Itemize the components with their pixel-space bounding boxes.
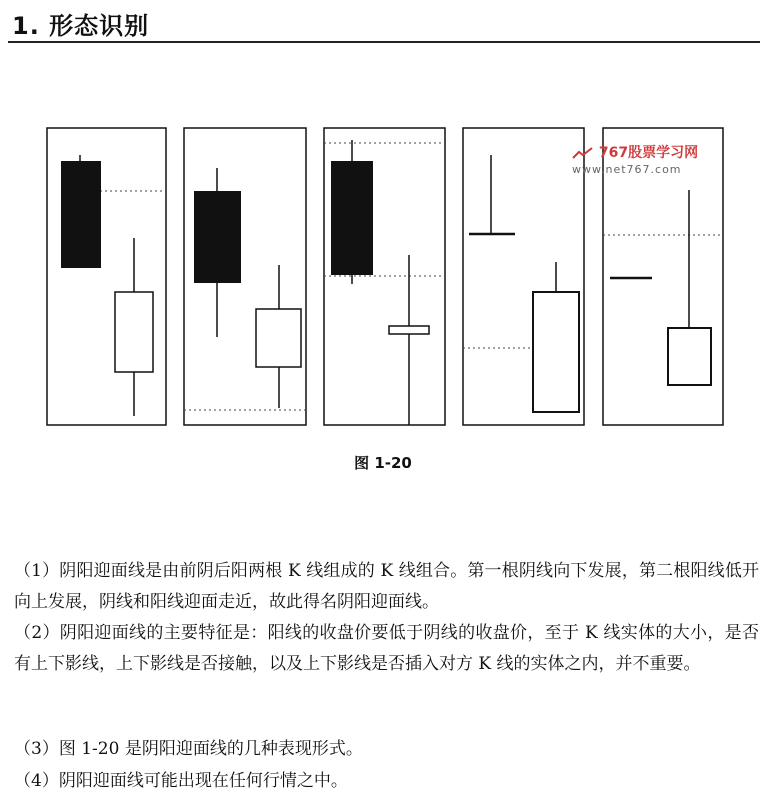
watermark-brand: 767股票学习网 xyxy=(598,145,699,161)
paragraph-2: （2）阴阳迎面线的主要特征是：阳线的收盘价要低于阴线的收盘价，至于 K 线实体的大小，是否有上下影线，上下影线是否接触，以及上下影线是否插入对方 K 线的实体之内，并不重要。 xyxy=(14,623,759,674)
panel-4 xyxy=(463,128,584,425)
section-heading: 1. 形态识别 xyxy=(12,12,150,40)
panel-1-bear-candle xyxy=(61,161,101,268)
watermark-url: www.net767.com xyxy=(572,163,682,176)
panel-1-bull-candle xyxy=(115,292,153,372)
watermark xyxy=(572,142,698,176)
panel-2-bear-candle xyxy=(194,191,241,283)
panel-2-bull-candle xyxy=(256,309,301,367)
chart-logo-icon xyxy=(572,146,594,160)
paragraph-1: （1）阴阳迎面线是由前阴后阳两根 K 线组成的 K 线组合。第一根阴线向下发展，第二根阳线低开向上发展，阴线和阳线迎面走近，故此得名阴阳迎面线。 xyxy=(14,561,759,612)
panel-3-bear-candle xyxy=(331,161,373,275)
panel-2 xyxy=(184,128,306,425)
panel-5-bull-candle xyxy=(668,328,711,385)
panel-3 xyxy=(324,128,445,425)
panel-1 xyxy=(47,128,166,425)
panel-3-bull-candle xyxy=(389,326,429,334)
figure-caption: 图 1-20 xyxy=(354,454,412,472)
paragraph-4: （4）阴阳迎面线可能出现在任何行情之中。 xyxy=(14,771,348,791)
paragraph-3: （3）图 1-20 是阴阳迎面线的几种表现形式。 xyxy=(14,739,363,759)
panel-4-bull-candle xyxy=(533,292,579,412)
